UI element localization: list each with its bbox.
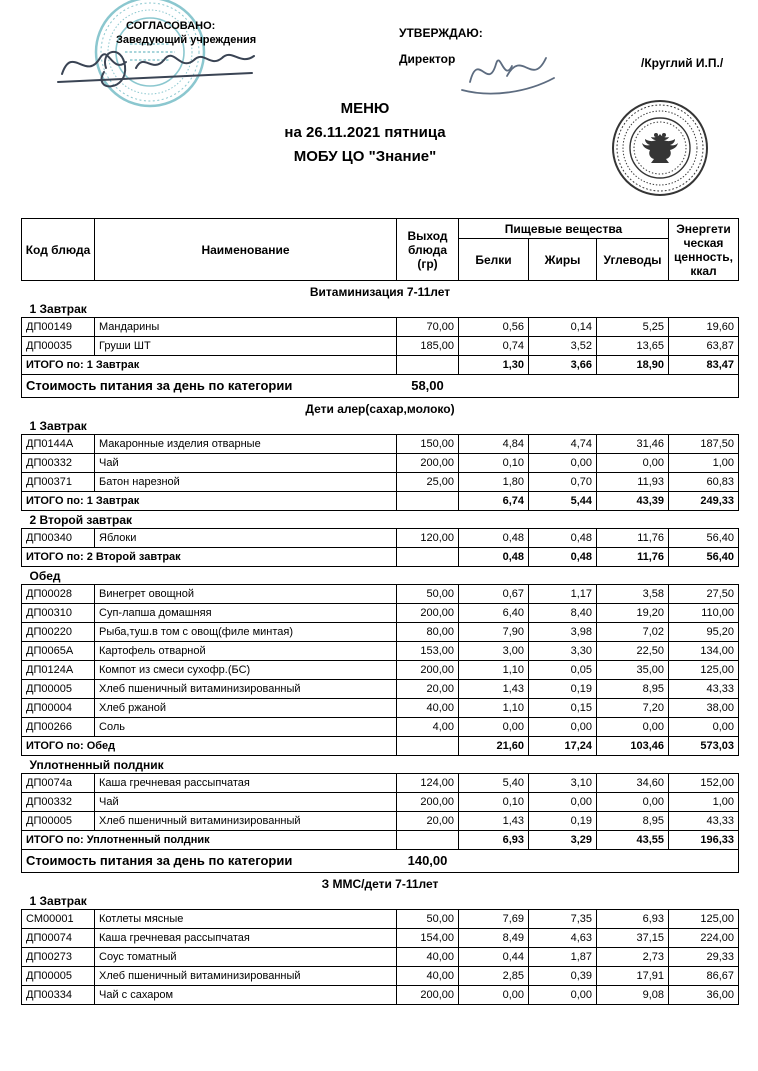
meal-row bbox=[22, 417, 739, 435]
dish-fat: 0,19 bbox=[529, 812, 597, 831]
dish-row bbox=[22, 680, 739, 699]
dish-name: Мандарины bbox=[95, 318, 397, 337]
dish-row bbox=[22, 774, 739, 793]
dish-row bbox=[22, 967, 739, 986]
dish-energy: 60,83 bbox=[669, 473, 739, 492]
dish-output: 200,00 bbox=[397, 793, 459, 812]
dish-fat: 0,19 bbox=[529, 680, 597, 699]
dish-carbs: 11,76 bbox=[597, 529, 669, 548]
total-carbs: 43,55 bbox=[597, 831, 669, 850]
dish-carbs: 22,50 bbox=[597, 642, 669, 661]
dish-name: Соль bbox=[95, 718, 397, 737]
dish-code: ДП00028 bbox=[22, 585, 95, 604]
dish-protein: 2,85 bbox=[459, 967, 529, 986]
total-protein: 6,93 bbox=[459, 831, 529, 850]
dish-fat: 0,00 bbox=[529, 986, 597, 1005]
dish-row bbox=[22, 661, 739, 680]
dish-protein: 8,49 bbox=[459, 929, 529, 948]
total-energy: 573,03 bbox=[669, 737, 739, 756]
dish-energy: 110,00 bbox=[669, 604, 739, 623]
dish-name: Каша гречневая рассыпчатая bbox=[95, 929, 397, 948]
document-title: МЕНЮ bbox=[340, 100, 390, 117]
director-signature-icon bbox=[452, 40, 567, 102]
dish-row bbox=[22, 812, 739, 831]
day-cost-row bbox=[22, 850, 739, 873]
dish-protein: 1,43 bbox=[459, 680, 529, 699]
total-output bbox=[397, 492, 459, 511]
col-header-protein: Белки bbox=[459, 239, 529, 281]
total-carbs: 43,39 bbox=[597, 492, 669, 511]
total-fat: 0,48 bbox=[529, 548, 597, 567]
dish-protein: 1,80 bbox=[459, 473, 529, 492]
dish-row bbox=[22, 948, 739, 967]
dish-row bbox=[22, 337, 739, 356]
dish-protein: 0,74 bbox=[459, 337, 529, 356]
dish-row bbox=[22, 642, 739, 661]
dish-row bbox=[22, 604, 739, 623]
dish-row bbox=[22, 473, 739, 492]
meal-row bbox=[22, 892, 739, 910]
dish-protein: 6,40 bbox=[459, 604, 529, 623]
dish-protein: 0,10 bbox=[459, 793, 529, 812]
dish-protein: 0,44 bbox=[459, 948, 529, 967]
total-output bbox=[397, 356, 459, 375]
dish-fat: 7,35 bbox=[529, 910, 597, 929]
total-label: ИТОГО по: 1 Завтрак bbox=[22, 356, 397, 375]
dish-fat: 3,98 bbox=[529, 623, 597, 642]
dish-fat: 3,30 bbox=[529, 642, 597, 661]
dish-energy: 1,00 bbox=[669, 454, 739, 473]
total-carbs: 18,90 bbox=[597, 356, 669, 375]
dish-code: ДП00074 bbox=[22, 929, 95, 948]
dish-name: Хлеб ржаной bbox=[95, 699, 397, 718]
total-energy: 83,47 bbox=[669, 356, 739, 375]
dish-code: ДП00005 bbox=[22, 967, 95, 986]
meal-total-row bbox=[22, 831, 739, 850]
dish-name: Каша гречневая рассыпчатая bbox=[95, 774, 397, 793]
col-header-fat: Жиры bbox=[529, 239, 597, 281]
col-header-output: Выход блюда (гр) bbox=[397, 219, 459, 281]
total-fat: 17,24 bbox=[529, 737, 597, 756]
total-label: ИТОГО по: 2 Второй завтрак bbox=[22, 548, 397, 567]
dish-carbs: 34,60 bbox=[597, 774, 669, 793]
dish-fat: 0,00 bbox=[529, 454, 597, 473]
dish-energy: 1,00 bbox=[669, 793, 739, 812]
meal-title: 2 Второй завтрак bbox=[29, 513, 133, 527]
dish-carbs: 6,93 bbox=[597, 910, 669, 929]
dish-code: ДП00005 bbox=[22, 812, 95, 831]
dish-code: ДП00332 bbox=[22, 793, 95, 812]
dish-carbs: 0,00 bbox=[597, 793, 669, 812]
dish-output: 40,00 bbox=[397, 967, 459, 986]
dish-fat: 0,00 bbox=[529, 718, 597, 737]
dish-code: ДП0074а bbox=[22, 774, 95, 793]
dish-energy: 63,87 bbox=[669, 337, 739, 356]
dish-energy: 125,00 bbox=[669, 661, 739, 680]
dish-code: ДП00035 bbox=[22, 337, 95, 356]
meal-title: Обед bbox=[29, 569, 61, 583]
dish-carbs: 0,00 bbox=[597, 454, 669, 473]
total-protein: 0,48 bbox=[459, 548, 529, 567]
total-energy: 196,33 bbox=[669, 831, 739, 850]
dish-protein: 0,00 bbox=[459, 986, 529, 1005]
dish-name: Суп-лапша домашняя bbox=[95, 604, 397, 623]
official-seal-icon bbox=[610, 98, 710, 198]
agreed-label: СОГЛАСОВАНО: bbox=[126, 20, 216, 32]
dish-fat: 0,70 bbox=[529, 473, 597, 492]
dish-protein: 0,56 bbox=[459, 318, 529, 337]
dish-output: 4,00 bbox=[397, 718, 459, 737]
category-title: Витаминизация 7-11лет bbox=[309, 285, 451, 299]
dish-row bbox=[22, 529, 739, 548]
day-cost-filler bbox=[459, 850, 739, 873]
dish-energy: 36,00 bbox=[669, 986, 739, 1005]
dish-code: ДП0124А bbox=[22, 661, 95, 680]
dish-energy: 27,50 bbox=[669, 585, 739, 604]
dish-protein: 3,00 bbox=[459, 642, 529, 661]
total-fat: 3,29 bbox=[529, 831, 597, 850]
dish-protein: 0,00 bbox=[459, 718, 529, 737]
dish-protein: 7,69 bbox=[459, 910, 529, 929]
day-cost-label: Стоимость питания за день по категории bbox=[22, 375, 397, 398]
dish-carbs: 31,46 bbox=[597, 435, 669, 454]
total-fat: 5,44 bbox=[529, 492, 597, 511]
dish-code: ДП00149 bbox=[22, 318, 95, 337]
dish-carbs: 3,58 bbox=[597, 585, 669, 604]
dish-name: Рыба,туш.в том с овощ(филе минтая) bbox=[95, 623, 397, 642]
dish-output: 200,00 bbox=[397, 454, 459, 473]
dish-carbs: 17,91 bbox=[597, 967, 669, 986]
dish-code: ДП00273 bbox=[22, 948, 95, 967]
dish-energy: 86,67 bbox=[669, 967, 739, 986]
document-org: МОБУ ЦО "Знание" bbox=[293, 148, 437, 165]
dish-name: Картофель отварной bbox=[95, 642, 397, 661]
dish-fat: 0,48 bbox=[529, 529, 597, 548]
total-carbs: 11,76 bbox=[597, 548, 669, 567]
dish-energy: 19,60 bbox=[669, 318, 739, 337]
dish-code: ДП00004 bbox=[22, 699, 95, 718]
meal-total-row bbox=[22, 492, 739, 511]
dish-carbs: 13,65 bbox=[597, 337, 669, 356]
dish-protein: 0,67 bbox=[459, 585, 529, 604]
dish-code: ДП00340 bbox=[22, 529, 95, 548]
dish-carbs: 37,15 bbox=[597, 929, 669, 948]
dish-protein: 7,90 bbox=[459, 623, 529, 642]
menu-table-body bbox=[22, 281, 739, 1005]
dish-output: 124,00 bbox=[397, 774, 459, 793]
dish-row bbox=[22, 623, 739, 642]
dish-name: Котлеты мясные bbox=[95, 910, 397, 929]
dish-name: Чай bbox=[95, 793, 397, 812]
total-output bbox=[397, 548, 459, 567]
day-cost-row bbox=[22, 375, 739, 398]
dish-output: 200,00 bbox=[397, 604, 459, 623]
dish-name: Чай bbox=[95, 454, 397, 473]
dish-name: Винегрет овощной bbox=[95, 585, 397, 604]
dish-output: 200,00 bbox=[397, 661, 459, 680]
col-header-carbs: Углеводы bbox=[597, 239, 669, 281]
category-title: Дети алер(сахар,молоко) bbox=[305, 402, 455, 416]
dish-protein: 1,43 bbox=[459, 812, 529, 831]
dish-energy: 152,00 bbox=[669, 774, 739, 793]
dish-fat: 1,87 bbox=[529, 948, 597, 967]
category-row bbox=[22, 873, 739, 893]
dish-output: 40,00 bbox=[397, 948, 459, 967]
col-header-nutrients: Пищевые вещества bbox=[459, 219, 669, 239]
dish-energy: 38,00 bbox=[669, 699, 739, 718]
eagle-emblem-icon bbox=[642, 133, 678, 163]
dish-code: ДП00310 bbox=[22, 604, 95, 623]
dish-energy: 43,33 bbox=[669, 812, 739, 831]
dish-name: Чай с сахаром bbox=[95, 986, 397, 1005]
day-cost-label: Стоимость питания за день по категории bbox=[22, 850, 397, 873]
meal-total-row bbox=[22, 356, 739, 375]
dish-fat: 3,52 bbox=[529, 337, 597, 356]
dish-row bbox=[22, 793, 739, 812]
dish-carbs: 5,25 bbox=[597, 318, 669, 337]
total-label: ИТОГО по: Уплотненный полдник bbox=[22, 831, 397, 850]
total-energy: 249,33 bbox=[669, 492, 739, 511]
dish-fat: 1,17 bbox=[529, 585, 597, 604]
dish-carbs: 35,00 bbox=[597, 661, 669, 680]
dish-code: ДП00266 bbox=[22, 718, 95, 737]
dish-row bbox=[22, 435, 739, 454]
dish-fat: 0,39 bbox=[529, 967, 597, 986]
dish-energy: 224,00 bbox=[669, 929, 739, 948]
dish-protein: 0,48 bbox=[459, 529, 529, 548]
dish-fat: 4,63 bbox=[529, 929, 597, 948]
dish-energy: 125,00 bbox=[669, 910, 739, 929]
dish-energy: 187,50 bbox=[669, 435, 739, 454]
total-label: ИТОГО по: Обед bbox=[22, 737, 397, 756]
dish-row bbox=[22, 454, 739, 473]
meal-row bbox=[22, 511, 739, 529]
dish-name: Хлеб пшеничный витаминизированный bbox=[95, 812, 397, 831]
dish-carbs: 7,02 bbox=[597, 623, 669, 642]
dish-energy: 95,20 bbox=[669, 623, 739, 642]
dish-fat: 0,00 bbox=[529, 793, 597, 812]
dish-carbs: 8,95 bbox=[597, 812, 669, 831]
dish-row bbox=[22, 718, 739, 737]
total-label: ИТОГО по: 1 Завтрак bbox=[22, 492, 397, 511]
category-title: З ММС/дети 7-11лет bbox=[321, 877, 439, 891]
dish-fat: 0,05 bbox=[529, 661, 597, 680]
meal-row bbox=[22, 300, 739, 318]
dish-output: 25,00 bbox=[397, 473, 459, 492]
approve-label: УТВЕРЖДАЮ: bbox=[399, 26, 483, 40]
dish-name: Хлеб пшеничный витаминизированный bbox=[95, 967, 397, 986]
col-header-name: Наименование bbox=[95, 219, 397, 281]
total-protein: 6,74 bbox=[459, 492, 529, 511]
meal-row bbox=[22, 756, 739, 774]
dish-code: СМ00001 bbox=[22, 910, 95, 929]
dish-name: Батон нарезной bbox=[95, 473, 397, 492]
dish-output: 150,00 bbox=[397, 435, 459, 454]
dish-energy: 0,00 bbox=[669, 718, 739, 737]
meal-title: 1 Завтрак bbox=[29, 302, 87, 316]
dish-name: Макаронные изделия отварные bbox=[95, 435, 397, 454]
dish-name: Хлеб пшеничный витаминизированный bbox=[95, 680, 397, 699]
dish-carbs: 8,95 bbox=[597, 680, 669, 699]
day-cost-filler bbox=[459, 375, 739, 398]
dish-row bbox=[22, 699, 739, 718]
dish-protein: 4,84 bbox=[459, 435, 529, 454]
total-output bbox=[397, 737, 459, 756]
dish-carbs: 2,73 bbox=[597, 948, 669, 967]
dish-code: ДП0144А bbox=[22, 435, 95, 454]
dish-fat: 4,74 bbox=[529, 435, 597, 454]
dish-output: 185,00 bbox=[397, 337, 459, 356]
dish-row bbox=[22, 929, 739, 948]
dish-name: Компот из смеси сухофр.(БС) bbox=[95, 661, 397, 680]
meal-row bbox=[22, 567, 739, 585]
dish-energy: 29,33 bbox=[669, 948, 739, 967]
col-header-energy: Энергети ческая ценность, ккал bbox=[669, 219, 739, 281]
dish-output: 50,00 bbox=[397, 910, 459, 929]
dish-carbs: 7,20 bbox=[597, 699, 669, 718]
dish-output: 80,00 bbox=[397, 623, 459, 642]
menu-table bbox=[21, 218, 739, 1005]
dish-energy: 134,00 bbox=[669, 642, 739, 661]
meal-total-row bbox=[22, 548, 739, 567]
dish-energy: 56,40 bbox=[669, 529, 739, 548]
dish-code: ДП00220 bbox=[22, 623, 95, 642]
dish-fat: 0,15 bbox=[529, 699, 597, 718]
day-cost-value: 58,00 bbox=[397, 375, 459, 398]
agreed-role: Заведующий учреждения bbox=[116, 34, 257, 46]
meal-title: 1 Завтрак bbox=[29, 894, 87, 908]
dish-code: ДП00332 bbox=[22, 454, 95, 473]
dish-fat: 3,10 bbox=[529, 774, 597, 793]
dish-code: ДП00371 bbox=[22, 473, 95, 492]
dish-protein: 1,10 bbox=[459, 699, 529, 718]
dish-output: 154,00 bbox=[397, 929, 459, 948]
dish-name: Груши ШТ bbox=[95, 337, 397, 356]
menu-table-header bbox=[22, 219, 739, 281]
approve-role: Директор bbox=[399, 52, 456, 66]
dish-carbs: 0,00 bbox=[597, 718, 669, 737]
category-row bbox=[22, 281, 739, 301]
dish-output: 200,00 bbox=[397, 986, 459, 1005]
dish-output: 70,00 bbox=[397, 318, 459, 337]
dish-name: Соус томатный bbox=[95, 948, 397, 967]
dish-energy: 43,33 bbox=[669, 680, 739, 699]
category-row bbox=[22, 398, 739, 418]
approver-name: /Круглий И.П./ bbox=[641, 56, 724, 70]
document-date: на 26.11.2021 пятница bbox=[284, 124, 446, 141]
dish-protein: 1,10 bbox=[459, 661, 529, 680]
dish-carbs: 19,20 bbox=[597, 604, 669, 623]
dish-name: Яблоки bbox=[95, 529, 397, 548]
dish-fat: 0,14 bbox=[529, 318, 597, 337]
dish-output: 20,00 bbox=[397, 680, 459, 699]
dish-code: ДП00334 bbox=[22, 986, 95, 1005]
meal-total-row bbox=[22, 737, 739, 756]
total-protein: 21,60 bbox=[459, 737, 529, 756]
total-energy: 56,40 bbox=[669, 548, 739, 567]
meal-title: Уплотненный полдник bbox=[29, 758, 164, 772]
dish-row bbox=[22, 585, 739, 604]
total-protein: 1,30 bbox=[459, 356, 529, 375]
col-header-code: Код блюда bbox=[22, 219, 95, 281]
dish-code: ДП0065А bbox=[22, 642, 95, 661]
dish-output: 120,00 bbox=[397, 529, 459, 548]
dish-output: 20,00 bbox=[397, 812, 459, 831]
total-output bbox=[397, 831, 459, 850]
dish-carbs: 11,93 bbox=[597, 473, 669, 492]
agreed-signature-icon bbox=[42, 28, 277, 100]
total-carbs: 103,46 bbox=[597, 737, 669, 756]
total-fat: 3,66 bbox=[529, 356, 597, 375]
dish-row bbox=[22, 986, 739, 1005]
dish-protein: 0,10 bbox=[459, 454, 529, 473]
day-cost-value: 140,00 bbox=[397, 850, 459, 873]
dish-row bbox=[22, 318, 739, 337]
dish-fat: 8,40 bbox=[529, 604, 597, 623]
dish-code: ДП00005 bbox=[22, 680, 95, 699]
dish-protein: 5,40 bbox=[459, 774, 529, 793]
dish-row bbox=[22, 910, 739, 929]
dish-output: 40,00 bbox=[397, 699, 459, 718]
dish-carbs: 9,08 bbox=[597, 986, 669, 1005]
meal-title: 1 Завтрак bbox=[29, 419, 87, 433]
dish-output: 153,00 bbox=[397, 642, 459, 661]
dish-output: 50,00 bbox=[397, 585, 459, 604]
document-title-block bbox=[130, 100, 600, 172]
